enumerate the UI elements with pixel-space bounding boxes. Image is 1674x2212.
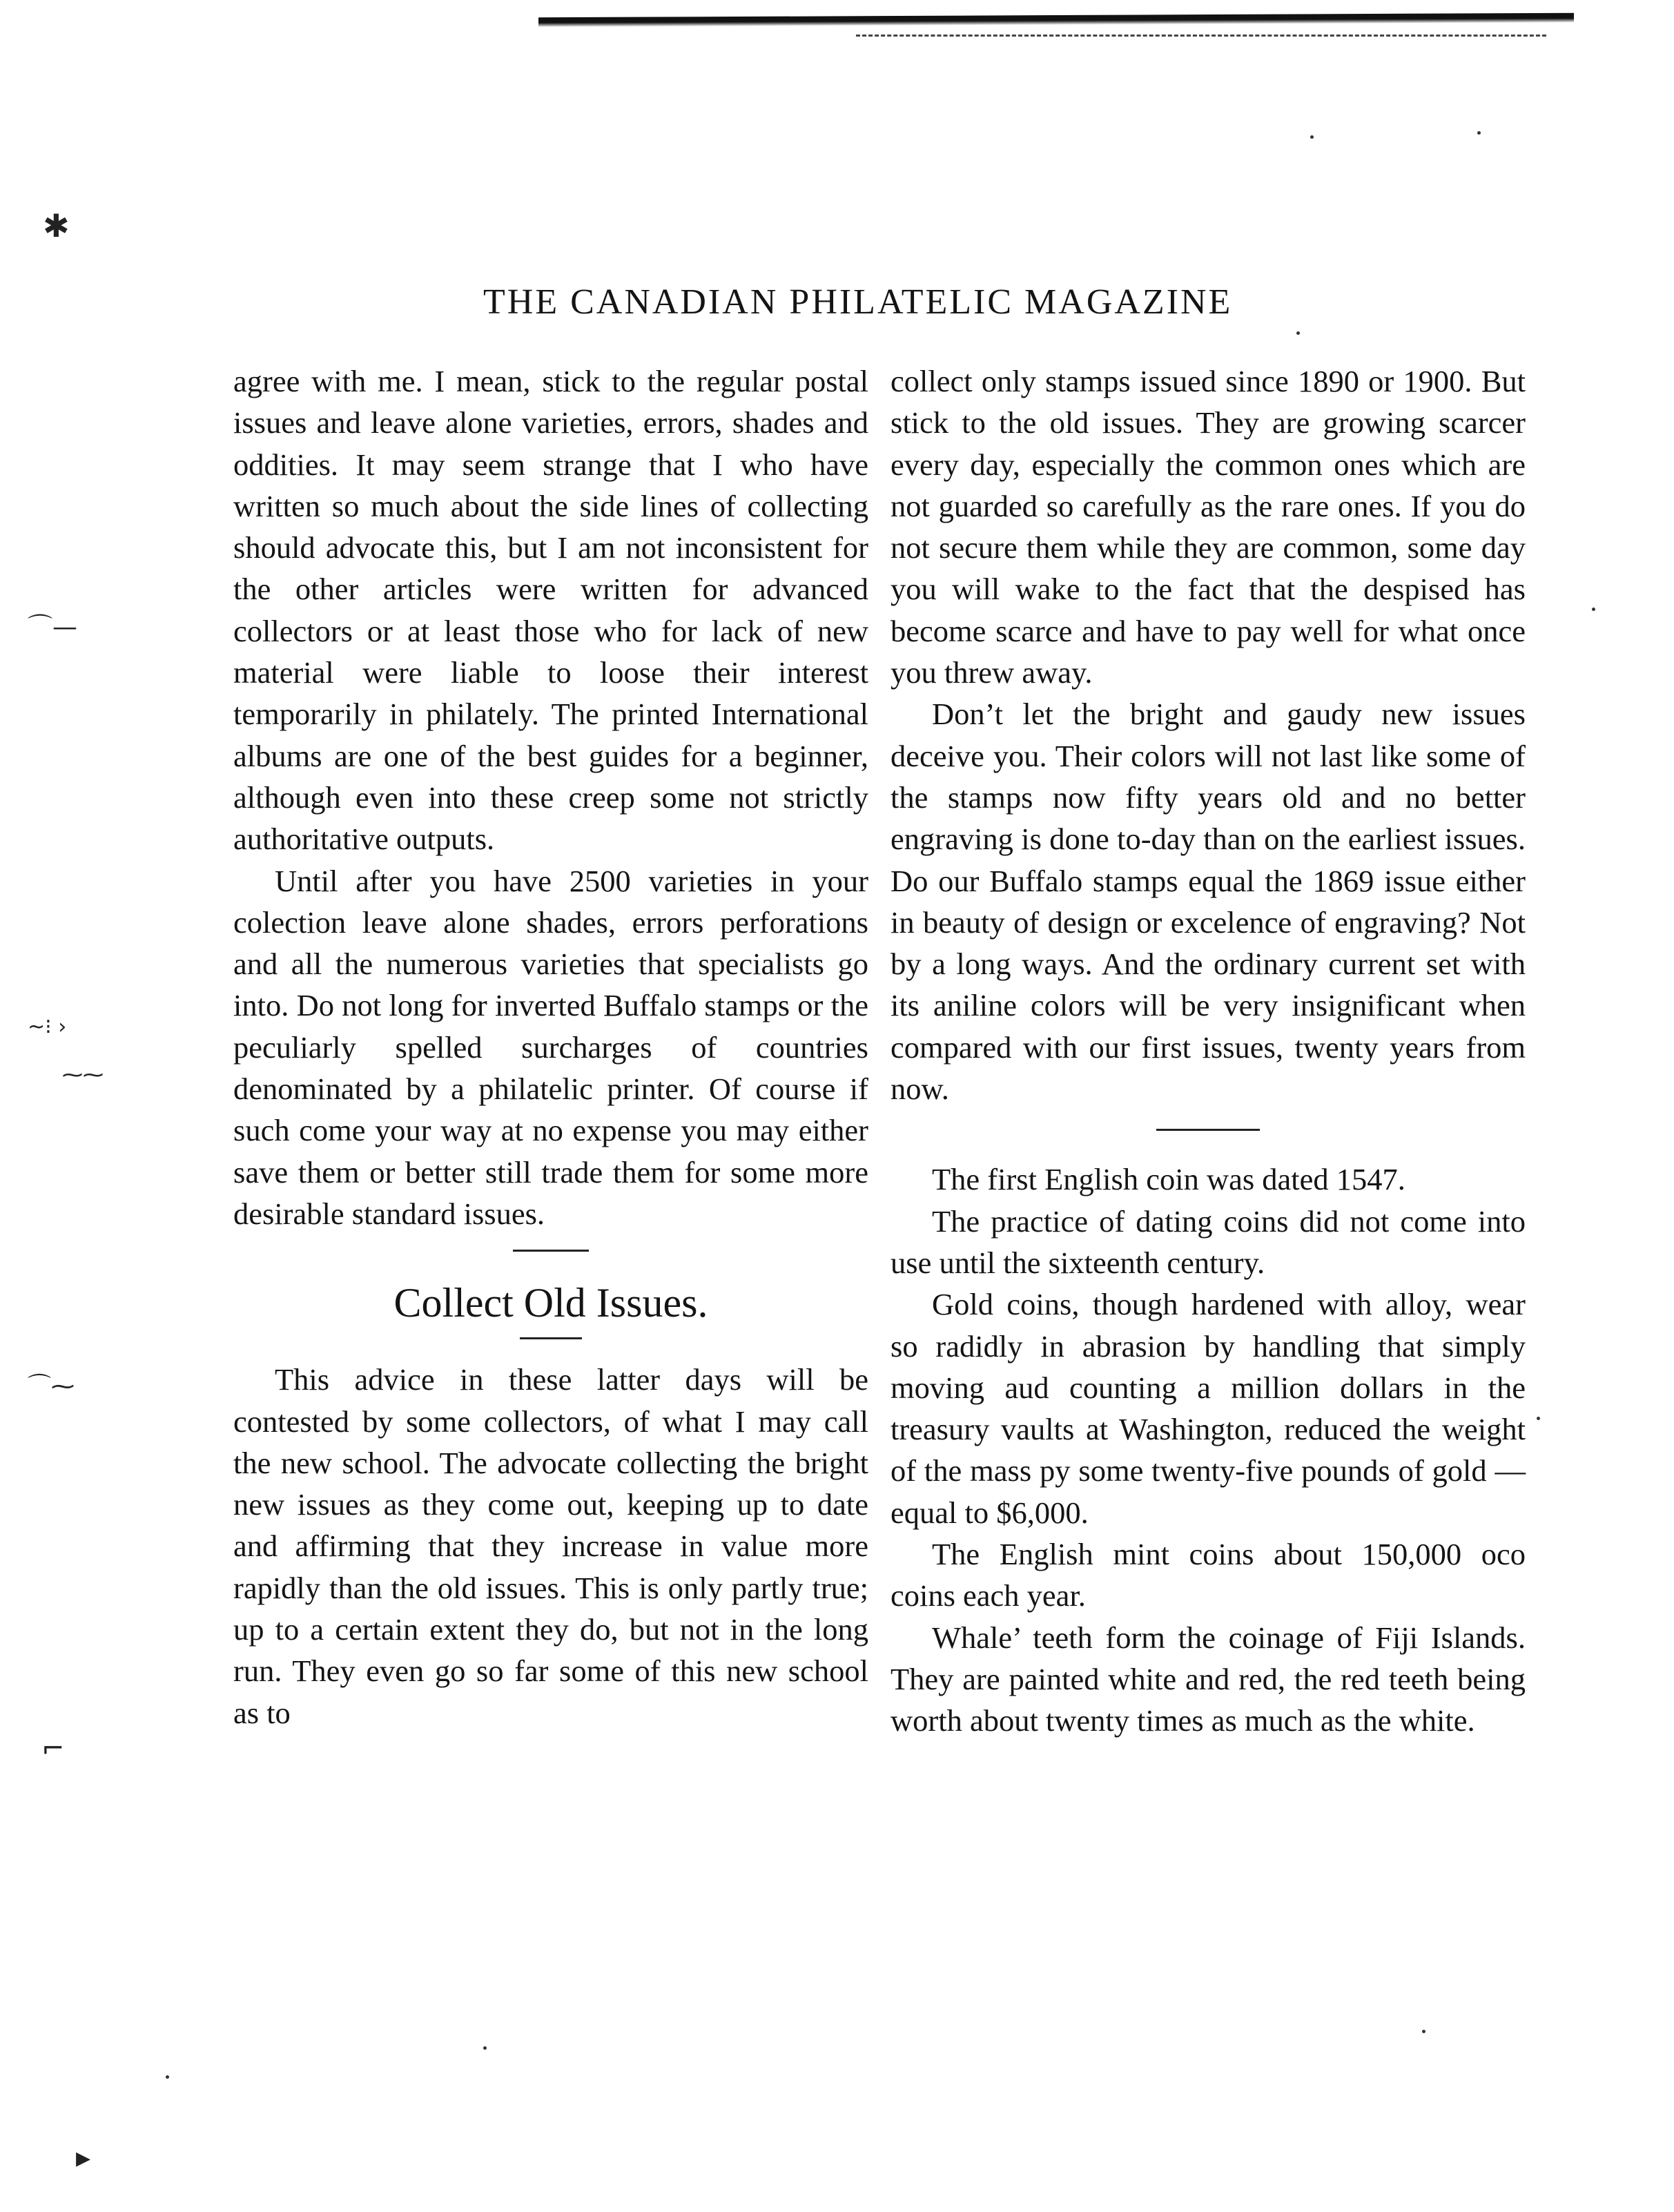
left-column [233, 360, 868, 1734]
running-header: THE CANADIAN PHILATELIC MAGAZINE [483, 282, 1233, 322]
section-divider [1156, 1129, 1260, 1131]
margin-smudge-mark: ✱ [43, 207, 70, 244]
paragraph: Whale’ teeth form the coinage of Fiji Islands. They are painted white and red, the red teeth being worth about twenty times as much as the white. [890, 1620, 1526, 1738]
top-edge-dashes [856, 35, 1546, 39]
margin-smudge-mark: ▸ [76, 2140, 91, 2174]
top-edge-rule [538, 13, 1574, 28]
paper-speck [1592, 608, 1595, 611]
paper-speck [1537, 1417, 1540, 1420]
paper-speck [166, 2075, 169, 2079]
paper-speck [1296, 331, 1300, 335]
title-underline [520, 1337, 582, 1339]
margin-smudge-mark: ⌐ [41, 1733, 65, 1765]
margin-smudge-mark: ~⁝ › [28, 1015, 67, 1039]
margin-smudge-mark: ⌒— [28, 613, 78, 641]
paragraph: Gold coins, though hardened with alloy, wear so radidly in abrasion by handling that simply moving aud counting a million dollars in the treasury vaults at Washington, reduced the weight of the mass py some twenty-five pounds of gold —equal to $6,000. [890, 1287, 1526, 1530]
paper-speck [1310, 135, 1314, 139]
paper-speck [1477, 131, 1481, 135]
paper-speck [483, 2046, 487, 2050]
margin-smudge-mark: ⁓⁓ [62, 1063, 104, 1087]
paragraph: The practice of dating coins did not come into use until the sixteenth century. [890, 1203, 1526, 1280]
paragraph: Don’t let the bright and gaudy new issues deceive you. Their colors will not last like some of the stamps now fifty years old and no better engraving is done to-day than on the earliest issues. Do our Buffalo stamps equal the 1869 issue either in beauty of design or excelence of engraving? Not by a long ways. And the ordinary current set with its aniline colors will be very insignificant when compared with our first issues, twenty years from now. [890, 697, 1526, 1107]
paragraph: The first English coin was dated 1547. [932, 1162, 1405, 1197]
paragraph: Until after you have 2500 varieties in your colection leave alone shades, errors perforations and all the numerous varieties that specialists go into. Do not long for inverted Buffalo stamps or the peculiarly spelled surcharges of countries denominated by a philatelic printer. Of course if such come your way at no expense you may either save them or better still trade them for some more desirable standard issues. [233, 863, 868, 1231]
paragraph: The English mint coins about 150,000 oco coins each year. [890, 1537, 1526, 1613]
paper-speck [1422, 2030, 1425, 2033]
article-title: Collect Old Issues. [393, 1280, 708, 1326]
margin-smudge-mark: ⌒⁓ [28, 1372, 75, 1400]
right-column [890, 360, 1526, 1742]
section-divider [513, 1250, 589, 1252]
paragraph: collect only stamps issued since 1890 or 1900. But stick to the old issues. They are growing scarcer every day, especially the common ones which are not guarded so carefully as the rare ones. If you do not secure them while they are common, some day you will wake to the fact that the despised has become scarce and have to pay well for what once you threw away. [890, 364, 1526, 690]
paragraph: agree with me. I mean, stick to the regular postal issues and leave alone varieties, errors, shades and oddities. It may seem strange that I who have written so much about the side lines of collecting should advocate this, but I am not inconsistent for the other articles were written for advanced collectors or at least those who for lack of new material were liable to loose their interest temporarily in philately. The printed International albums are one of the best guides for a beginner, although even into these creep some not strictly authoritative outputs. [233, 364, 868, 857]
paragraph: This advice in these latter days will be contested by some collectors, of what I may call the new school. The advocate collecting the bright new issues as they come out, keeping up to date and affirming that they increase in value more rapidly than the old issues. This is only partly true; up to a certain extent they do, but not in the long run. They even go so far some of this new school as to [233, 1362, 868, 1730]
